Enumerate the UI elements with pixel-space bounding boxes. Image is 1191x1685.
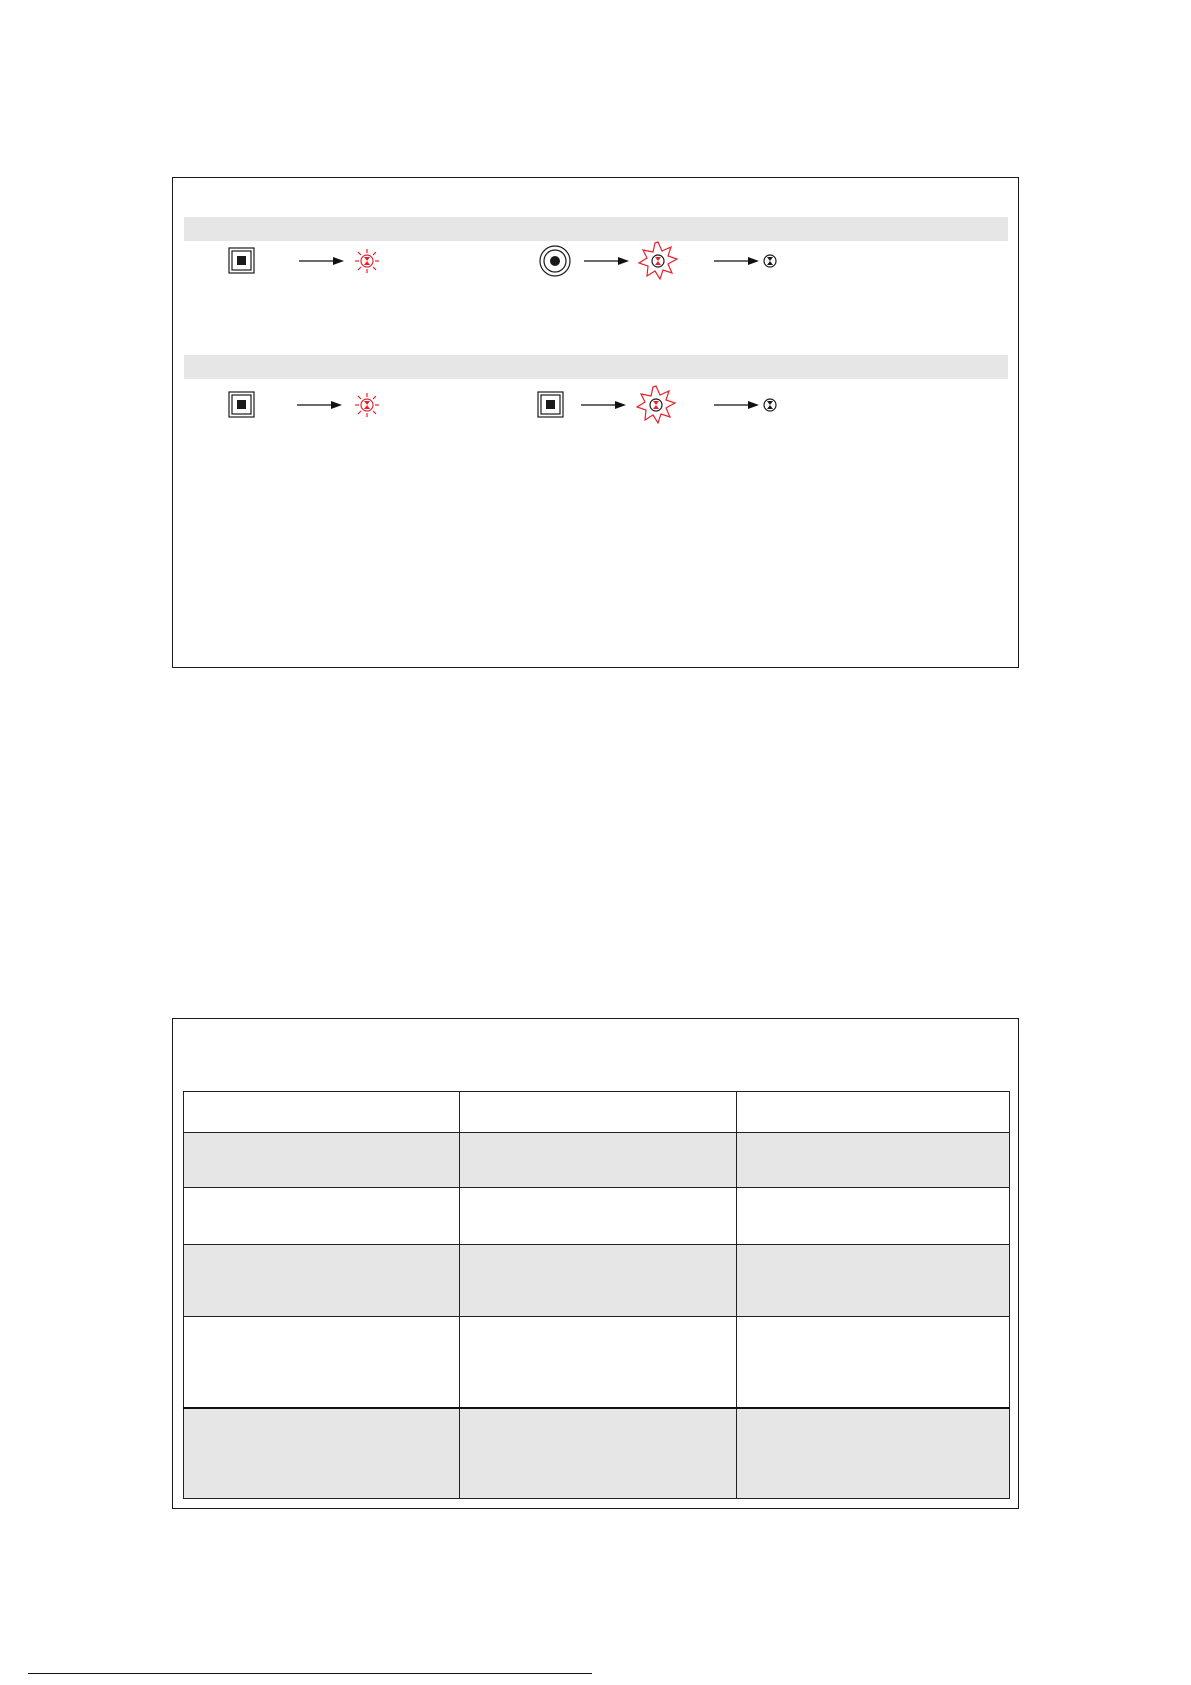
table-cell [737, 1317, 1010, 1409]
table-cell [737, 1245, 1010, 1317]
arrow-right-icon [714, 401, 759, 409]
status-table [183, 1091, 1010, 1499]
table-cell [460, 1245, 737, 1317]
footer-rule [28, 1673, 592, 1674]
table-cell [737, 1092, 1010, 1133]
status-table-panel [172, 1018, 1019, 1509]
table-cell [737, 1408, 1010, 1499]
table-cell [184, 1408, 460, 1499]
table-row [184, 1317, 1010, 1409]
table-cell [737, 1133, 1010, 1188]
square-button-icon [538, 392, 563, 417]
table-cell [184, 1317, 460, 1409]
blinking-lamp-icon [355, 393, 379, 417]
table-cell [184, 1245, 460, 1317]
table-cell [460, 1188, 737, 1245]
arrow-right-icon [297, 401, 342, 409]
table-header-row [184, 1092, 1010, 1133]
table-row [184, 1188, 1010, 1245]
operation-sequence-panel [172, 177, 1019, 668]
sequence-row-2 [173, 178, 1018, 667]
table-row [184, 1408, 1010, 1499]
arrow-right-icon [581, 401, 626, 409]
table-cell [460, 1133, 737, 1188]
table-row [184, 1245, 1010, 1317]
table-cell [460, 1317, 737, 1409]
table-row [184, 1133, 1010, 1188]
table-cell [184, 1188, 460, 1245]
table-cell [737, 1188, 1010, 1245]
square-button-icon [229, 392, 254, 417]
table-cell [460, 1408, 737, 1499]
table-cell [460, 1092, 737, 1133]
lamp-off-icon [764, 399, 776, 411]
table-cell [184, 1092, 460, 1133]
table-cell [184, 1133, 460, 1188]
flashing-lamp-icon [637, 386, 675, 423]
